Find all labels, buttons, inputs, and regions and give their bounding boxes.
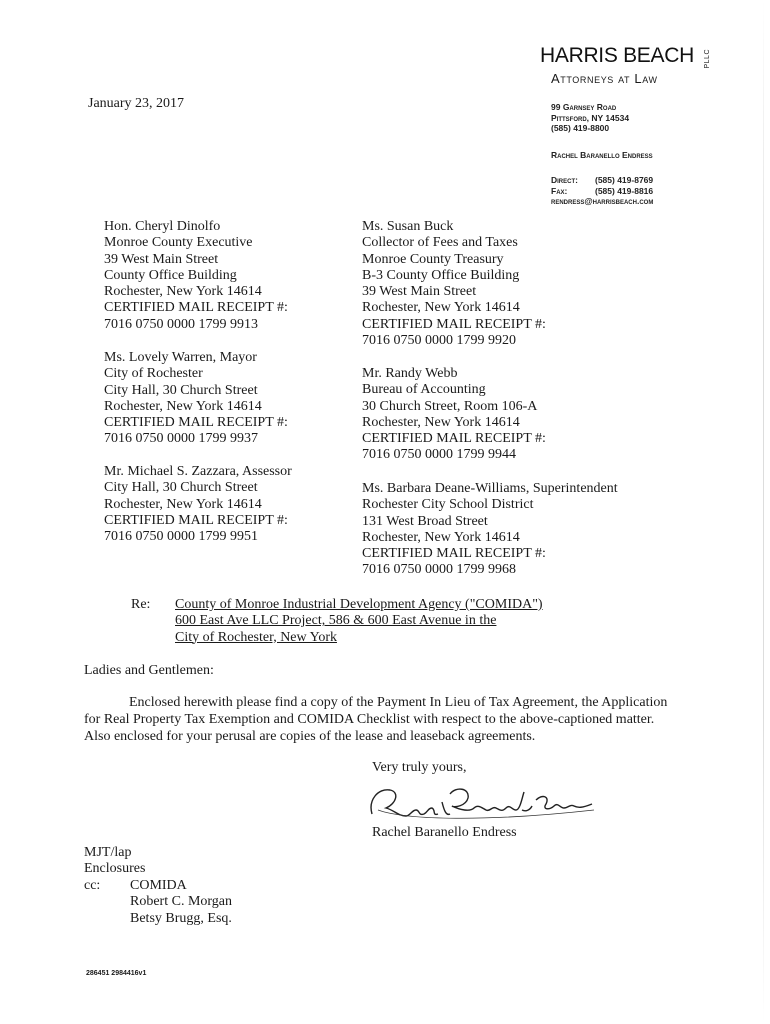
re-label: Re: <box>131 597 151 612</box>
recipient-line: City Hall, 30 Church Street <box>104 382 258 398</box>
recipient-line: B-3 County Office Building <box>362 267 520 283</box>
recipient-line: 39 West Main Street <box>362 284 477 300</box>
recipient-line: 131 West Broad Street <box>362 513 488 529</box>
initials-block <box>84 845 145 878</box>
direct-label: Direct: <box>551 175 578 185</box>
firm-tagline: Attorneys at Law <box>551 71 658 86</box>
firm-name: HARRIS BEACH <box>540 44 694 67</box>
recipient-line: Ms. Susan Buck <box>362 219 454 234</box>
recipient-line: 7016 0750 0000 1799 9944 <box>362 447 516 463</box>
cc-name: COMIDA <box>130 878 187 893</box>
recipient-line: CERTIFIED MAIL RECEIPT #: <box>362 316 546 332</box>
body-line: Also enclosed for your perusal are copies of the lease and leaseback agreements. <box>84 729 536 744</box>
recipient-line: 39 West Main Street <box>104 251 219 267</box>
cc-list <box>130 878 232 927</box>
salutation: Ladies and Gentlemen: <box>84 663 214 678</box>
recipient-line: Mr. Michael S. Zazzara, Assessor <box>104 464 292 479</box>
recipient-right-2 <box>362 366 546 464</box>
recipient-line: Rochester, New York 14614 <box>362 414 520 430</box>
recipient-line: CERTIFIED MAIL RECEIPT #: <box>104 512 288 528</box>
letter-date: January 23, 2017 <box>88 96 185 111</box>
recipient-line: CERTIFIED MAIL RECEIPT #: <box>362 546 546 562</box>
address-line: 99 Garnsey Road <box>551 102 617 112</box>
recipient-line: Rochester City School District <box>362 497 534 513</box>
firm-address <box>551 102 629 134</box>
re-line: 600 East Ave LLC Project, 586 & 600 East Avenue in the <box>175 613 497 629</box>
recipient-right-1 <box>362 219 546 349</box>
recipient-line: Rochester, New York 14614 <box>104 284 262 300</box>
cc-label: cc: <box>84 878 101 893</box>
typist-initials: MJT/lap <box>84 845 132 860</box>
attorney-name: Rachel Baranello Endress <box>551 150 653 160</box>
direct-number: (585) 419-8769 <box>595 175 654 185</box>
recipient-line: Rochester, New York 14614 <box>362 300 520 316</box>
re-line: City of Rochester, New York <box>175 629 337 645</box>
email-address: rendress@harrisbeach.com <box>551 196 654 206</box>
recipient-line: 7016 0750 0000 1799 9951 <box>104 529 258 545</box>
recipient-left-3 <box>104 464 292 545</box>
recipient-line: Ms. Lovely Warren, Mayor <box>104 350 257 365</box>
recipient-line: Bureau of Accounting <box>362 382 486 398</box>
direct-line <box>551 175 653 186</box>
cc-name: Robert C. Morgan <box>130 894 233 910</box>
signer-name: Rachel Baranello Endress <box>372 825 517 840</box>
recipient-line: 7016 0750 0000 1799 9937 <box>104 431 258 447</box>
recipient-line: Monroe County Treasury <box>362 251 504 267</box>
recipient-left-1 <box>104 219 288 333</box>
document-id: 286451 2984416v1 <box>86 970 147 977</box>
body-line: Enclosed herewith please find a copy of the Payment In Lieu of Tax Agreement, the Application <box>129 695 668 710</box>
recipient-left-2 <box>104 350 288 448</box>
recipient-line: Mr. Randy Webb <box>362 366 458 381</box>
fax-label: Fax: <box>551 185 568 196</box>
signature-icon <box>366 780 596 828</box>
recipient-line: City of Rochester <box>104 366 203 382</box>
recipient-line: City Hall, 30 Church Street <box>104 480 258 496</box>
cc-name: Betsy Brugg, Esq. <box>130 910 232 926</box>
contact-block <box>551 175 653 207</box>
recipient-line: CERTIFIED MAIL RECEIPT #: <box>362 431 546 447</box>
letter-body <box>84 694 684 745</box>
fax-line <box>551 186 653 197</box>
recipient-line: Collector of Fees and Taxes <box>362 235 518 251</box>
body-line: for Real Property Tax Exemption and COMIDA Checklist with respect to the above-captioned matter. <box>84 712 655 727</box>
recipient-line: Rochester, New York 14614 <box>104 496 262 512</box>
address-line: (585) 419-8800 <box>551 123 610 133</box>
recipient-line: Rochester, New York 14614 <box>104 398 262 414</box>
recipient-line: 30 Church Street, Room 106-A <box>362 398 538 414</box>
fax-number: (585) 419-8816 <box>595 185 654 196</box>
recipient-right-3 <box>362 481 618 579</box>
recipient-line: Ms. Barbara Deane-Williams, Superintendent <box>362 481 618 496</box>
recipient-line: 7016 0750 0000 1799 9968 <box>362 562 516 578</box>
recipient-line: County Office Building <box>104 267 237 283</box>
recipient-line: Hon. Cheryl Dinolfo <box>104 219 221 234</box>
recipient-line: CERTIFIED MAIL RECEIPT #: <box>104 415 288 431</box>
recipient-line: Rochester, New York 14614 <box>362 529 520 545</box>
recipient-line: 7016 0750 0000 1799 9913 <box>104 316 258 332</box>
recipient-line: CERTIFIED MAIL RECEIPT #: <box>104 300 288 316</box>
firm-suffix: PLLC <box>704 49 711 69</box>
re-line: County of Monroe Industrial Development Agency ("COMIDA") <box>175 597 543 612</box>
scan-edge-line <box>763 0 764 1024</box>
recipient-line: Monroe County Executive <box>104 235 253 251</box>
address-line: Pittsford, NY 14534 <box>551 112 630 123</box>
enclosures-note: Enclosures <box>84 861 146 877</box>
closing: Very truly yours, <box>372 760 467 775</box>
signature-text: Rachel Baranello Endress <box>366 780 377 781</box>
recipient-line: 7016 0750 0000 1799 9920 <box>362 333 516 349</box>
re-subject <box>175 597 543 646</box>
